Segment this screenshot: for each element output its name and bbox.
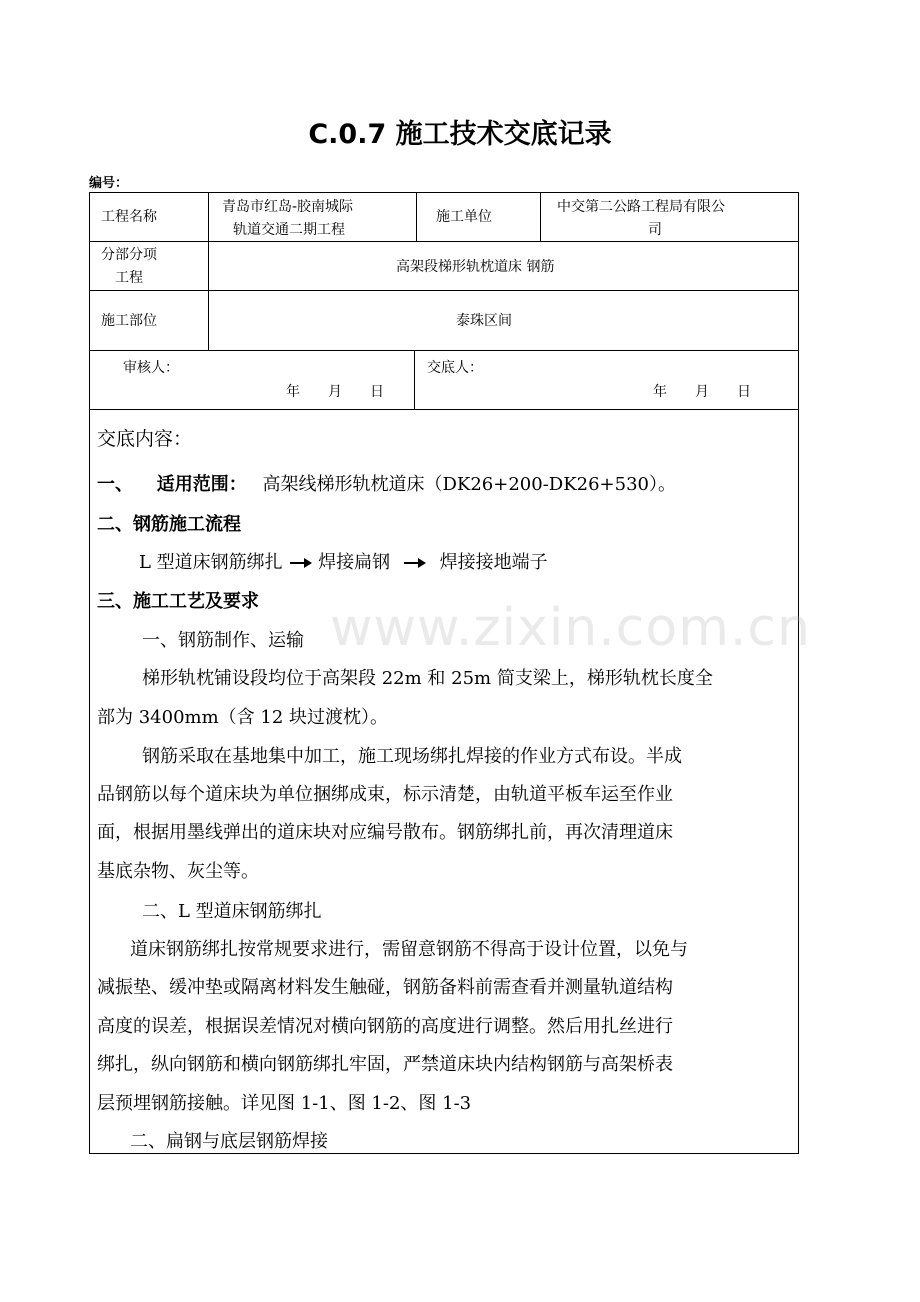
contractor-value-2: 司: [648, 222, 662, 238]
arrow-right-icon: [404, 562, 424, 564]
paragraph-2-line: 面，根据用墨线弹出的道床块对应编号散布。钢筋绑扎前，再次清理道床: [97, 822, 673, 843]
project-name-label: 工程名称: [101, 209, 157, 225]
process-flow: [139, 548, 548, 574]
paragraph-3-line: 绑扎，纵向钢筋和横向钢筋绑扎牢固，严禁道床块内结构钢筋与高架桥表: [97, 1054, 673, 1075]
paragraph-3-line: 高度的误差，根据误差情况对横向钢筋的高度进行调整。然后用扎丝进行: [97, 1016, 673, 1037]
watermark: www.zixin.com.cn: [330, 598, 811, 658]
subproject-label-1: 分部分项: [101, 247, 157, 263]
col-divider: [414, 350, 415, 409]
section-2-title: 二、钢筋施工流程: [97, 514, 241, 535]
col-divider: [416, 192, 417, 241]
section-1-number: 一、: [97, 474, 133, 495]
paragraph-3-line: 层预埋钢筋接触。详见图 1-1、图 1-2、图 1-3: [97, 1093, 472, 1114]
paragraph-3-line: 减振垫、缓冲垫或隔离材料发生触碰，钢筋备料前需查看并测量轨道结构: [97, 977, 673, 998]
paragraph-3-line: 道床钢筋绑扎按常规要求进行，需留意钢筋不得高于设计位置，以免与: [130, 939, 688, 960]
section-1-text: 高架线梯形轨枕道床（DK26+200-DK26+530）。: [262, 474, 676, 495]
reviewer-date: 年 月 日: [286, 384, 384, 400]
flow-step-3: 焊接接地端子: [439, 552, 548, 573]
contractor-value-1: 中交第二公路工程局有限公: [557, 199, 725, 215]
paragraph-2-line: 品钢筋以每个道床块为单位捆绑成束，标示清楚，由轨道平板车运至作业: [97, 784, 673, 805]
project-name-value-2: 轨道交通二期工程: [233, 222, 345, 238]
col-divider: [208, 192, 209, 350]
row-divider: [89, 409, 799, 410]
paragraph-2-line: 钢筋采取在基地集中加工，施工现场绑扎焊接的作业方式布设。半成: [142, 746, 682, 767]
section-1-heading: [97, 470, 676, 496]
flow-step-1: L 型道床钢筋绑扎: [139, 552, 283, 573]
section-3-title: 三、施工工艺及要求: [97, 591, 259, 612]
discloser-label: 交底人：: [427, 360, 483, 376]
paragraph-1-line: 梯形轨枕铺设段均位于高架段 22m 和 25m 简支梁上，梯形轨枕长度全: [142, 668, 713, 689]
arrow-right-icon: [290, 562, 310, 564]
flow-step-2: 焊接扁钢: [318, 552, 391, 573]
col-divider: [540, 192, 541, 241]
subsection-1-title: 一、钢筋制作、运输: [142, 630, 304, 651]
subproject-label-2: 工程: [115, 270, 143, 286]
location-value: 泰珠区间: [456, 313, 512, 329]
content-heading: 交底内容：: [97, 428, 193, 450]
discloser-date: 年 月 日: [653, 384, 751, 400]
paragraph-2-line: 基底杂物、灰尘等。: [97, 861, 259, 882]
location-label: 施工部位: [101, 313, 157, 329]
subsection-3-title: 二、扁钢与底层钢筋焊接: [130, 1131, 328, 1152]
serial-number-label: 编号：: [89, 176, 129, 191]
paragraph-1-line: 部为 3400mm（含 12 块过渡枕）。: [97, 707, 389, 728]
row-divider: [89, 350, 799, 351]
contractor-label: 施工单位: [436, 209, 492, 225]
reviewer-label: 审核人：: [123, 360, 179, 376]
subsection-2-title: 二、L 型道床钢筋绑扎: [142, 901, 322, 922]
project-name-value-1: 青岛市红岛-胶南城际: [222, 199, 354, 215]
section-1-title: 适用范围：: [156, 474, 247, 495]
row-divider: [89, 241, 799, 242]
document-title: C.0.7 施工技术交底记录: [308, 119, 612, 150]
subproject-value: 高架段梯形轨枕道床 钢筋: [396, 259, 555, 275]
row-divider: [89, 290, 799, 291]
